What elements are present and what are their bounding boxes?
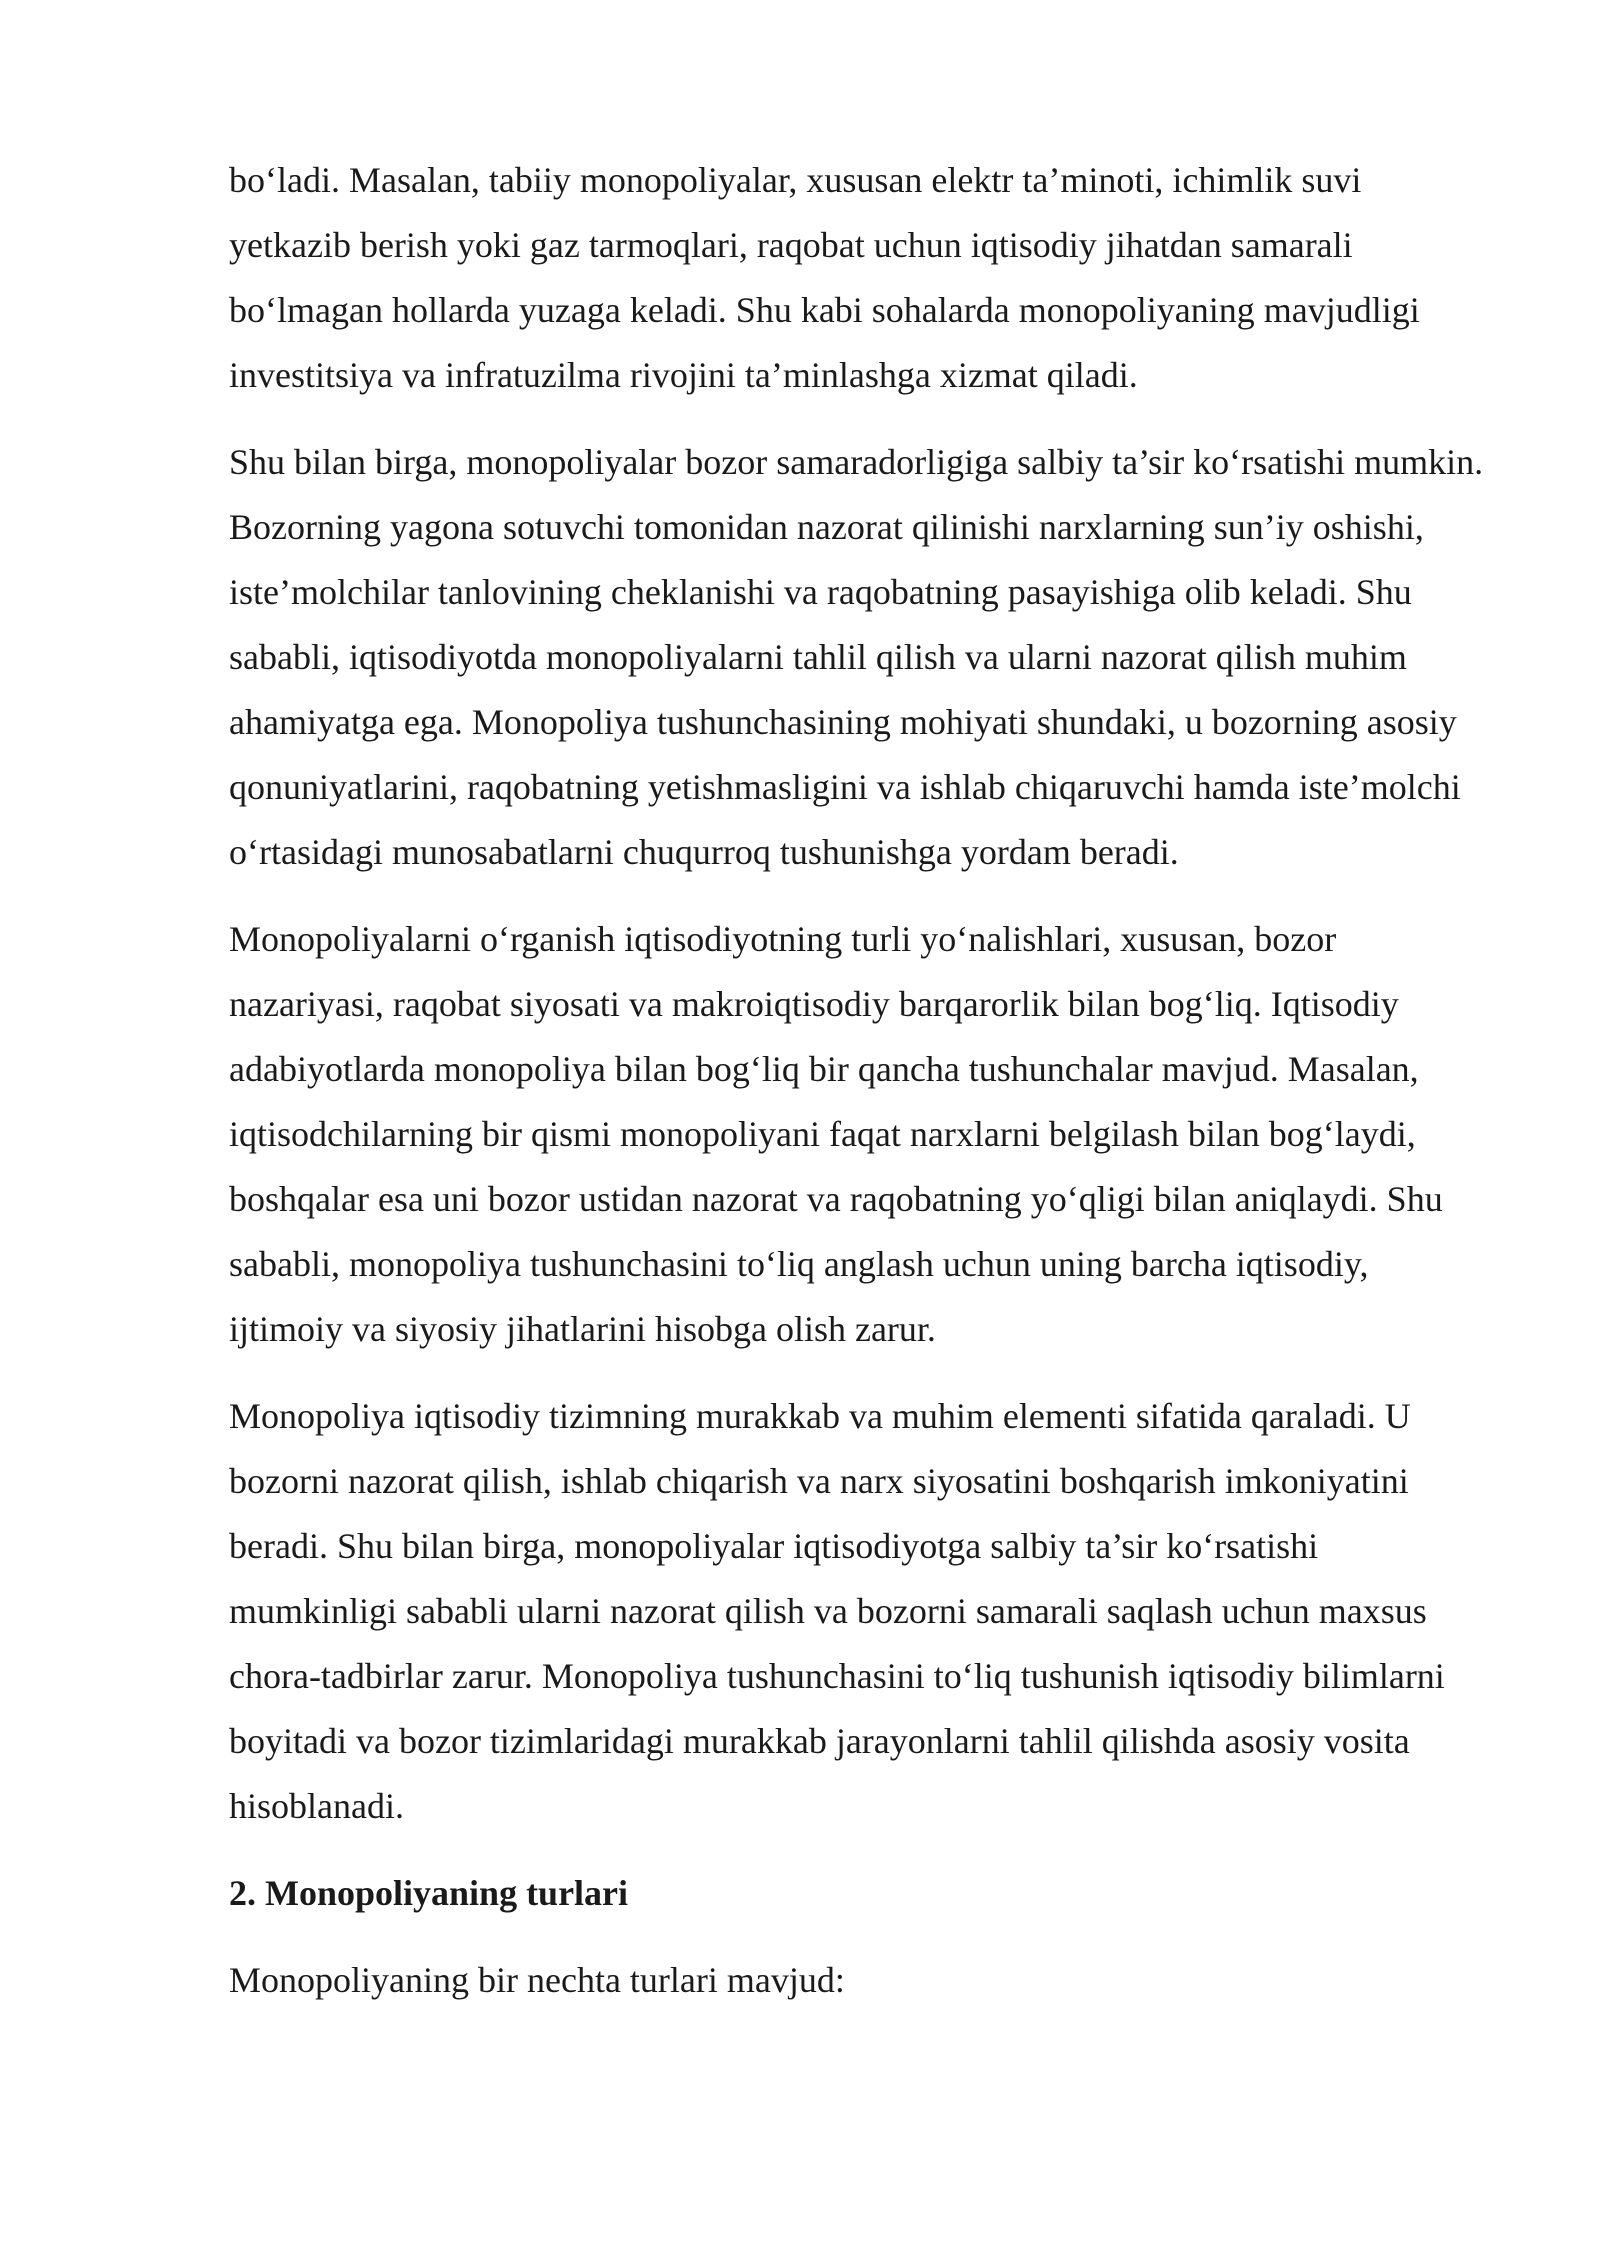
paragraph-1: bo‘ladi. Masalan, tabiiy monopoliyalar, xususan elektr ta’minoti, ichimlik suvi yetkazib berish yoki gaz tarmoqlari, raqobat uchun iqtisodiy jihatdan samarali bo‘lmagan hollarda yuzaga keladi. Shu kabi sohalarda monopoliyaning mavjudligi investitsiya va infratuzilma rivojini ta’minlashga xizmat qiladi. (229, 160, 1420, 395)
document-body (229, 148, 1491, 2035)
paragraph-3: Monopoliyalarni o‘rganish iqtisodiyotning turli yo‘nalishlari, xususan, bozor nazariyasi, raqobat siyosati va makroiqtisodiy barqarorlik bilan bog‘liq. Iqtisodiy adabiyotlarda monopoliya bilan bog‘liq bir qancha tushunchalar mavjud. Masalan, iqtisodchilarning bir qismi monopoliyani faqat narxlarni belgilash bilan bog‘laydi, boshqalar esa uni bozor ustidan nazorat va raqobatning yo‘qligi bilan aniqlaydi. Shu sababli, monopoliya tushunchasini to‘liq anglash uchun uning barcha iqtisodiy, ijtimoiy va siyosiy jihatlarini hisobga olish zarur. (229, 919, 1443, 1349)
paragraph-5: Monopoliyaning bir nechta turlari mavjud: (229, 1960, 845, 2000)
section-heading: 2. Monopoliyaning turlari (229, 1873, 629, 1913)
paragraph-2: Shu bilan birga, monopoliyalar bozor samaradorligiga salbiy ta’sir ko‘rsatishi mumkin. Bozorning yagona sotuvchi tomonidan nazorat qilinishi narxlarning sun’iy oshishi, iste’molchilar tanlovining cheklanishi va raqobatning pasayishiga olib keladi. Shu sababli, iqtisodiyotda monopoliyalarni tahlil qilish va ularni nazorat qilish muhim ahamiyatga ega. Monopoliya tushunchasining mohiyati shundaki, u bozorning asosiy qonuniyatlarini, raqobatning yetishmasligini va ishlab chiqaruvchi hamda iste’molchi o‘rtasidagi munosabatlarni chuqurroq tushunishga yordam beradi. (229, 442, 1484, 872)
paragraph-4: Monopoliya iqtisodiy tizimning murakkab va muhim elementi sifatida qaraladi. U bozorni nazorat qilish, ishlab chiqarish va narx siyosatini boshqarish imkoniyatini beradi. Shu bilan birga, monopoliyalar iqtisodiyotga salbiy ta’sir ko‘rsatishi mumkinligi sababli ularni nazorat qilish va bozorni samarali saqlash uchun maxsus chora-tadbirlar zarur. Monopoliya tushunchasini to‘liq tushunish iqtisodiy bilimlarni boyitadi va bozor tizimlaridagi murakkab jarayonlarni tahlil qilishda asosiy vosita hisoblanadi. (229, 1396, 1445, 1826)
